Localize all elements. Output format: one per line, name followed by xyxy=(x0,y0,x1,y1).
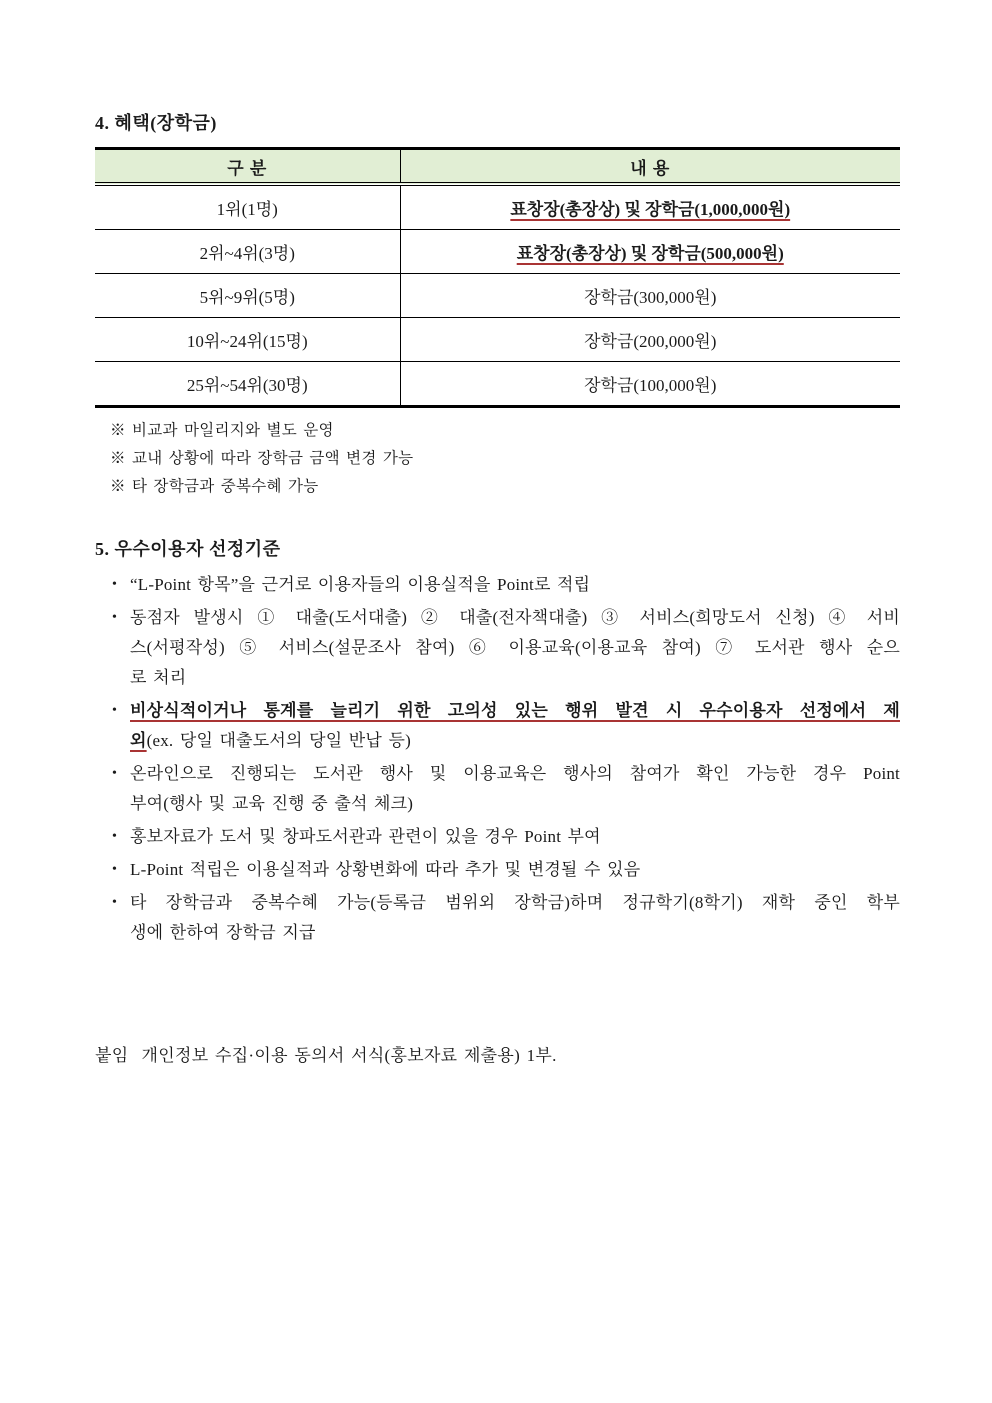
text-line: “L-Point 항목”을 근거로 이용자들의 이용실적을 Point로 적립 xyxy=(130,575,591,594)
scholarship-text: 표창장(총장상) 및 장학금(500,000원) xyxy=(516,244,784,263)
content-cell xyxy=(400,184,900,230)
note-line: ※ 타 장학금과 중복수혜 가능 xyxy=(110,478,319,495)
bullet-text xyxy=(130,855,900,885)
bullet-icon: • xyxy=(112,766,117,781)
content-cell xyxy=(400,362,900,407)
rank-cell: 25위~54위(30명) xyxy=(95,362,400,407)
text-line: 부여(행사 및 교육 진행 중 출석 체크) xyxy=(130,794,414,813)
attachment-line: 붙임 개인정보 수집·이용 동의서 서식(홍보자료 제출용) 1부. xyxy=(95,1046,557,1065)
criteria-list xyxy=(95,570,900,948)
list-item xyxy=(95,888,900,948)
benefit-table-header-row xyxy=(95,149,900,185)
table-row xyxy=(95,184,900,230)
rank-cell: 1위(1명) xyxy=(95,184,400,230)
note-line: ※ 비교과 마일리지와 별도 운영 xyxy=(110,422,334,439)
bullet-icon: • xyxy=(112,610,117,625)
underlined-text: 비상식적이거나 통계를 늘리기 위한 고의성 있는 행위 발견 시 우수이용자 선정에서 제 xyxy=(130,701,900,720)
table-row xyxy=(95,230,900,274)
text-line xyxy=(130,696,900,726)
bullet-text xyxy=(130,696,900,756)
bullet-icon: • xyxy=(112,829,117,844)
bullet-icon: • xyxy=(112,577,117,592)
content-cell xyxy=(400,230,900,274)
content-cell xyxy=(400,274,900,318)
note-line: ※ 교내 상황에 따라 장학금 금액 변경 가능 xyxy=(110,450,414,467)
list-item xyxy=(95,696,900,756)
scholarship-text: 장학금(300,000원) xyxy=(584,288,717,307)
table-row xyxy=(95,318,900,362)
scholarship-text: 표창장(총장상) 및 장학금(1,000,000원) xyxy=(510,200,791,219)
list-item xyxy=(95,855,900,885)
bullet-text xyxy=(130,822,900,852)
rank-cell: 2위~4위(3명) xyxy=(95,230,400,274)
section4-heading: 4. 혜택(장학금) xyxy=(95,113,217,133)
bullet-icon: • xyxy=(112,703,117,718)
list-item xyxy=(95,759,900,819)
text-line: 외(ex. 당일 대출도서의 당일 반납 등) xyxy=(130,731,411,750)
list-item xyxy=(95,822,900,852)
text-line: 홍보자료가 도서 및 창파도서관과 관련이 있을 경우 Point 부여 xyxy=(130,827,601,846)
section5-heading: 5. 우수이용자 선정기준 xyxy=(95,539,281,559)
text-line: 생에 한하여 장학금 지급 xyxy=(130,923,316,942)
text-line: 온라인으로 진행되는 도서관 행사 및 이용교육은 행사의 참여가 확인 가능한 경우 Point xyxy=(130,764,900,783)
text-line: 동점자 발생시 ① 대출(도서대출) ② 대출(전자책대출) ③ 서비스(희망도서 신청) ④ 서비 xyxy=(130,608,900,627)
underlined-text: 외 xyxy=(130,731,147,750)
benefit-table-body xyxy=(95,184,900,407)
text-line: L-Point 적립은 이용실적과 상황변화에 따라 추가 및 변경될 수 있음 xyxy=(130,860,641,879)
bullet-icon: • xyxy=(112,862,117,877)
table-row xyxy=(95,274,900,318)
text-line: 스(서평작성) ⑤ 서비스(설문조사 참여) ⑥ 이용교육(이용교육 참여) ⑦ 도서관 행사 순으 xyxy=(130,638,900,657)
bullet-text xyxy=(130,759,900,819)
bullet-text xyxy=(130,888,900,948)
scholarship-text: 장학금(100,000원) xyxy=(584,376,717,395)
bullet-icon: • xyxy=(112,895,117,910)
text-line: 타 장학금과 중복수혜 가능(등록금 범위외 장학금)하며 정규학기(8학기) 재학 중인 학부 xyxy=(130,893,900,912)
column-header: 내 용 xyxy=(400,149,900,185)
rank-cell: 5위~9위(5명) xyxy=(95,274,400,318)
column-header: 구 분 xyxy=(95,149,400,185)
text-line: 로 처리 xyxy=(130,668,187,687)
benefit-table xyxy=(95,147,900,408)
table-row xyxy=(95,362,900,407)
bullet-text xyxy=(130,603,900,693)
list-item xyxy=(95,570,900,600)
list-item xyxy=(95,603,900,693)
rank-cell: 10위~24위(15명) xyxy=(95,318,400,362)
bullet-text xyxy=(130,570,900,600)
scholarship-text: 장학금(200,000원) xyxy=(584,332,717,351)
content-cell xyxy=(400,318,900,362)
table-notes xyxy=(95,417,900,501)
